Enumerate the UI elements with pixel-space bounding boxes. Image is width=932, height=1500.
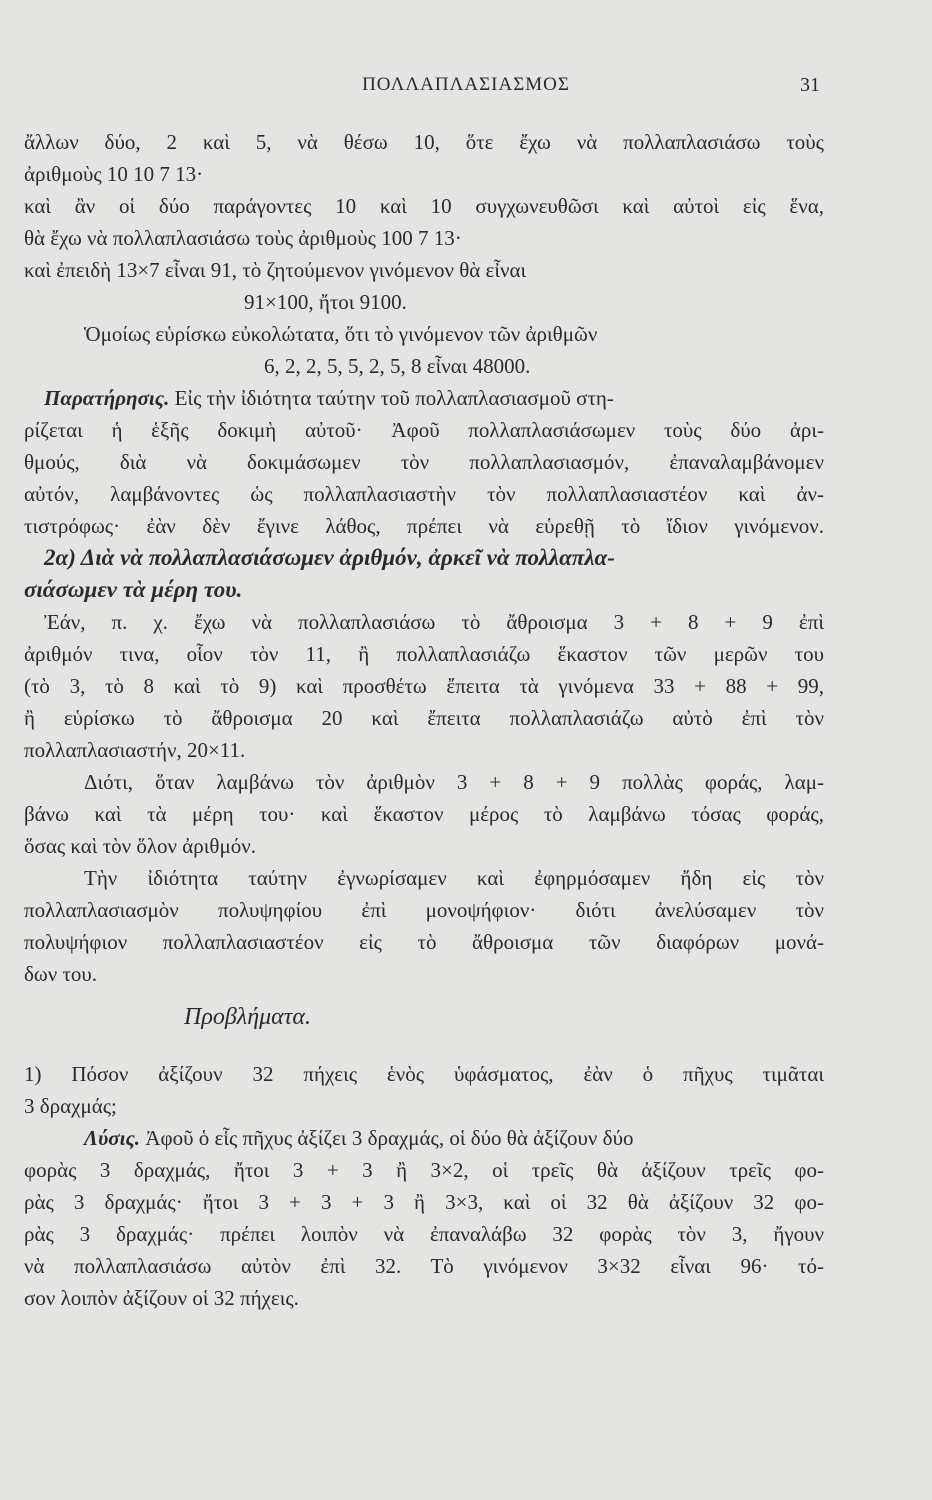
- text-line: δων του.: [24, 962, 98, 986]
- rule-heading: 2α) Διὰ νὰ πολλαπλασιάσωμεν ἀριθμόν, ἀρκεῖ νὰ πολλαπλα-: [44, 545, 615, 570]
- text-line: Τὴν ἰδιότητα ταύτην ἐγνωρίσαμεν καὶ ἐφηρμόσαμεν ἤδη εἰς τὸν: [84, 866, 824, 890]
- spacer: [24, 1044, 824, 1058]
- section-title: Προβλήματα.: [184, 1004, 311, 1030]
- solution-label: Λύσις.: [84, 1126, 141, 1150]
- remark-line: [24, 382, 824, 414]
- text-line: ἄλλων δύο, 2 καὶ 5, νὰ θέσω 10, ὅτε ἔχω νὰ πολλαπλασιάσω τοὺς: [24, 130, 824, 154]
- text-line: ὅσας καὶ τὸν ὅλον ἀριθμόν.: [24, 834, 256, 858]
- text-line: πολλαπλασιασμὸν πολυψηφίου ἐπὶ μονοψήφιον· διότι ἀνελύσαμεν τὸν: [24, 898, 824, 922]
- text-line: ἢ εὑρίσκω τὸ ἄθροισμα 20 καὶ ἔπειτα πολλαπλασιάζω αὐτὸ ἐπὶ τὸν: [24, 706, 824, 730]
- text-line: καὶ ἂν οἱ δύο παράγοντες 10 καὶ 10 συγχωνευθῶσι καὶ αὐτοὶ εἰς ἕνα,: [24, 194, 824, 218]
- text-line: (τὸ 3, τὸ 8 καὶ τὸ 9) καὶ προσθέτω ἔπειτα τὰ γινόμενα 33 + 88 + 99,: [24, 674, 824, 698]
- remark-label: Παρατήρησις.: [44, 386, 170, 410]
- text-span: Ἀφοῦ ὁ εἷς πῆχυς ἀξίζει 3 δραχμάς, οἱ δύο θὰ ἀξίζουν δύο: [145, 1126, 634, 1150]
- page-number: 31: [800, 74, 820, 96]
- text-line: φορὰς 3 δραχμάς, ἤτοι 3 + 3 ἢ 3×2, οἱ τρεῖς θὰ ἀξίζουν τρεῖς φο-: [24, 1158, 824, 1182]
- running-head: ΠΟΛΛΑΠΛΑΣΙΑΣΜΟΣ: [362, 74, 570, 95]
- rule-heading-cont: σιάσωμεν τὰ μέρη του.: [24, 577, 243, 602]
- text-line: ἀριθμοὺς 10 10 7 13·: [24, 162, 204, 186]
- text-line: Ὁμοίως εὑρίσκω εὐκολώτατα, ὅτι τὸ γινόμενον τῶν ἀριθμῶν: [84, 322, 598, 346]
- text-line: Ἐάν, π. χ. ἔχω νὰ πολλαπλασιάσω τὸ ἄθροισμα 3 + 8 + 9 ἐπὶ: [44, 610, 824, 634]
- solution-line: [24, 1122, 824, 1154]
- text-line: ρίζεται ἡ ἑξῆς δοκιμὴ αὐτοῦ· Ἀφοῦ πολλαπλασιάσωμεν τοὺς δύο ἀρι-: [24, 418, 824, 442]
- page-body: [24, 126, 824, 1314]
- text-line: βάνω καὶ τὰ μέρη του· καὶ ἕκαστον μέρος τὸ λαμβάνω τόσας φοράς,: [24, 802, 824, 826]
- text-line: θὰ ἔχω νὰ πολλαπλασιάσω τοὺς ἀριθμοὺς 100 7 13·: [24, 226, 462, 250]
- text-line: σον λοιπὸν ἀξίζουν οἱ 32 πήχεις.: [24, 1286, 299, 1310]
- text-line: θμούς, διὰ νὰ δοκιμάσωμεν τὸν πολλαπλασιασμόν, ἐπαναλαμβάνομεν: [24, 450, 824, 474]
- text-line: Διότι, ὅταν λαμβάνω τὸν ἀριθμὸν 3 + 8 + 9 πολλὰς φοράς, λαμ-: [84, 770, 824, 794]
- text-line: αὐτόν, λαμβάνοντες ὡς πολλαπλασιαστὴν τὸν πολλαπλασιαστέον καὶ ἀν-: [24, 482, 824, 506]
- problem-line: 3 δραχμάς;: [24, 1094, 117, 1118]
- text-line: ἀριθμόν τινα, οἷον τὸν 11, ἢ πολλαπλασιάζω ἕκαστον τῶν μερῶν του: [24, 642, 824, 666]
- text-line: 6, 2, 2, 5, 5, 2, 5, 8 εἶναι 48000.: [264, 354, 531, 378]
- page-header: [0, 74, 932, 104]
- text-line: νὰ πολλαπλασιάσω αὐτὸν ἐπὶ 32. Τὸ γινόμενον 3×32 εἶναι 96· τό-: [24, 1254, 824, 1278]
- text-line: πολυψήφιον πολλαπλασιαστέον εἰς τὸ ἄθροισμα τῶν διαφόρων μονά-: [24, 930, 824, 954]
- text-line: 91×100, ἤτοι 9100.: [244, 290, 407, 314]
- text-span: Εἰς τὴν ἰδιότητα ταύτην τοῦ πολλαπλασιασμοῦ στη-: [174, 386, 614, 410]
- problem-line: 1) Πόσον ἀξίζουν 32 πήχεις ἑνὸς ὑφάσματος, ἐὰν ὁ πῆχυς τιμᾶται: [24, 1062, 824, 1086]
- text-line: καὶ ἐπειδὴ 13×7 εἶναι 91, τὸ ζητούμενον γινόμενον θὰ εἶναι: [24, 258, 527, 282]
- text-line: ρὰς 3 δραχμάς· πρέπει λοιπὸν νὰ ἐπαναλάβω 32 φορὰς τὸν 3, ἤγουν: [24, 1222, 824, 1246]
- text-line: πολλαπλασιαστήν, 20×11.: [24, 738, 246, 762]
- text-line: ρὰς 3 δραχμάς· ἤτοι 3 + 3 + 3 ἢ 3×3, καὶ οἱ 32 θὰ ἀξίζουν 32 φο-: [24, 1190, 824, 1214]
- text-line: τιστρόφως· ἐὰν δὲν ἔγινε λάθος, πρέπει νὰ εὑρεθῇ τὸ ἴδιον γινόμενον.: [24, 514, 824, 538]
